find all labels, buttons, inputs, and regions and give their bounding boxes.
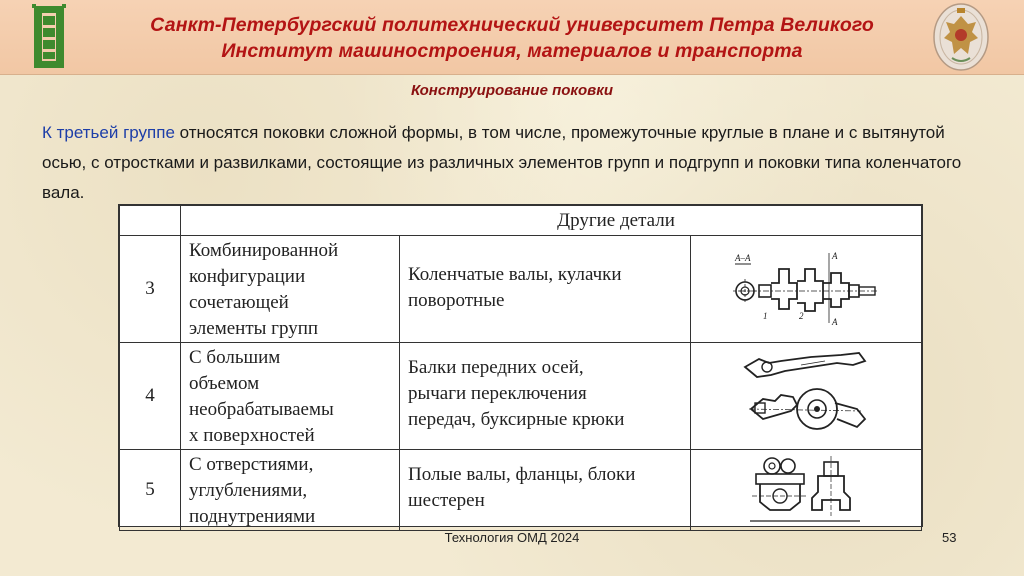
footer-course-name: Технология ОМД 2024: [444, 530, 580, 545]
row-feature: С отверстиями, углублениями, поднутрениями: [181, 450, 400, 531]
crankshaft-drawing: [690, 236, 922, 343]
row-number: 4: [120, 343, 181, 450]
table-row: [120, 236, 922, 343]
svg-text:А–А: А–А: [734, 252, 751, 263]
row-description: Коленчатые валы, кулачки поворотные: [399, 236, 690, 343]
gear-block-drawing: [690, 450, 922, 531]
row-number: 3: [120, 236, 181, 343]
header-band: [0, 0, 1024, 75]
table: [119, 205, 922, 531]
svg-text:А: А: [831, 250, 838, 261]
institute-name: Институт машиностроения, материалов и транспорта: [221, 40, 803, 62]
crankshaft-icon: [731, 247, 881, 327]
row-description: Балки передних осей, рычаги переключения передач, буксирные крюки: [399, 343, 690, 450]
axle-beam-lever-drawing: [690, 343, 922, 450]
table-header: Другие детали: [181, 206, 922, 236]
row-number: 5: [120, 450, 181, 531]
table-header-row: [120, 206, 922, 236]
page-number: 53: [942, 530, 957, 545]
svg-text:2: 2: [798, 310, 804, 321]
intro-text: относятся поковки сложной формы, в том числе, промежуточные круглые в плане и с вытянутой осью, с отростками и развилками, состоящие из различных элементов групп и подгрупп и поковки типа коленчатого вала.: [42, 123, 962, 202]
intro-highlight: К третьей группе: [42, 123, 175, 142]
intro-paragraph: [42, 118, 992, 208]
row-description: Полые валы, фланцы, блоки шестерен: [399, 450, 690, 531]
gear-block-icon: [746, 452, 866, 524]
coat-of-arms-icon: [932, 2, 990, 72]
svg-text:1: 1: [762, 310, 768, 321]
row-feature: С большим объемом необрабатываемы х поверхностей: [181, 343, 400, 450]
forging-groups-table: [118, 204, 923, 527]
row-feature: Комбинированной конфигурации сочетающей элементы групп: [181, 236, 400, 343]
table-row: [120, 343, 922, 450]
table-row: [120, 450, 922, 531]
axle-beam-icon: [741, 349, 871, 439]
svg-text:А: А: [831, 316, 838, 327]
university-name: Санкт-Петербургский политехнический университет Петра Великого: [150, 14, 874, 36]
slide-subtitle: Конструирование поковки: [410, 82, 613, 99]
